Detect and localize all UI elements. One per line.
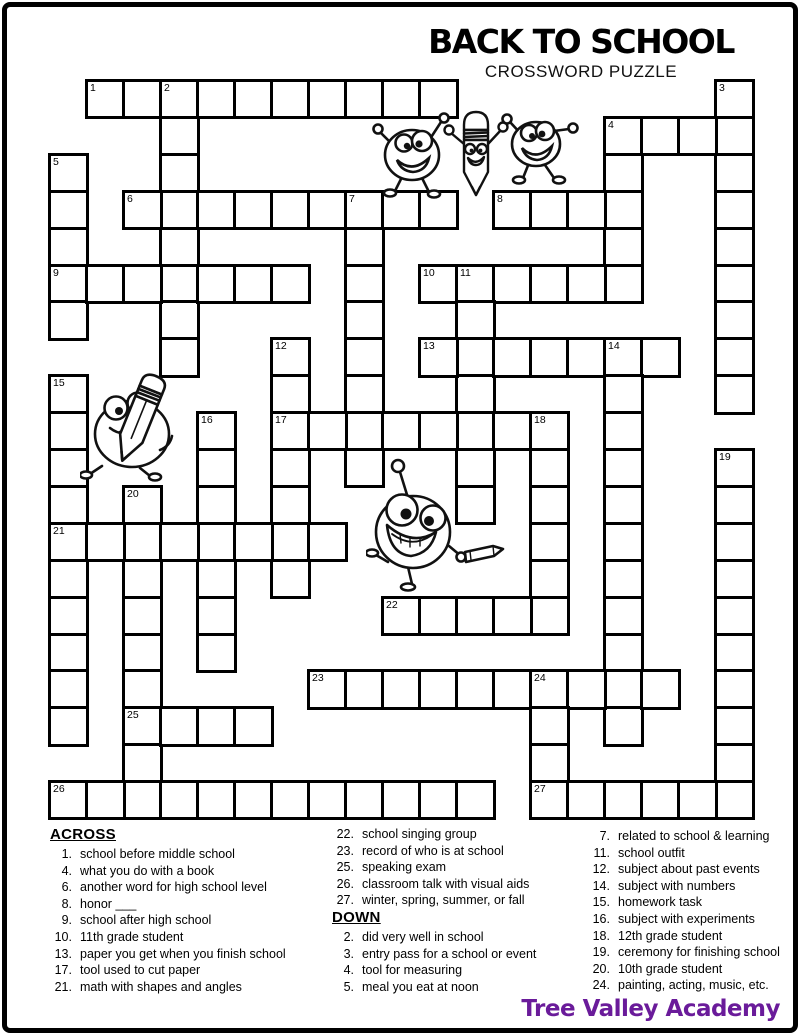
grid-cell[interactable]	[270, 780, 311, 820]
cell-number: 10	[423, 266, 435, 279]
clue-text: classroom talk with visual aids	[362, 876, 530, 891]
clue-item	[48, 896, 333, 913]
grid-cell[interactable]	[233, 706, 274, 746]
clue-number: 11.	[593, 845, 610, 860]
clue-text: tool used to cut paper	[80, 963, 201, 978]
grid-cell[interactable]	[48, 559, 89, 599]
grid-cell[interactable]	[196, 780, 237, 820]
clue-item	[586, 878, 792, 895]
grid-cell[interactable]	[344, 337, 385, 377]
grid-cell[interactable]	[196, 559, 237, 599]
cell-number: 2	[164, 82, 170, 94]
clue-text: winter, spring, summer, or fall	[362, 893, 525, 908]
clue-item	[586, 977, 792, 994]
grid-cell[interactable]	[529, 337, 570, 377]
grid-cell[interactable]	[344, 227, 385, 267]
grid-cell[interactable]	[196, 264, 237, 304]
cell-number: 27	[534, 783, 546, 796]
clue-text: school singing group	[362, 827, 477, 841]
grid-cell[interactable]	[418, 337, 459, 377]
grid-cell[interactable]	[307, 79, 348, 119]
clue-number: 20.	[592, 961, 610, 976]
clue-number: 22.	[336, 827, 354, 841]
cell-number: 12	[275, 340, 287, 353]
clue-item	[330, 946, 592, 963]
grid-cell[interactable]	[603, 411, 644, 451]
clue-number: 14.	[592, 878, 610, 893]
clue-number: 5.	[343, 979, 354, 994]
grid-cell[interactable]	[603, 780, 644, 820]
cell-number: 19	[719, 451, 731, 463]
grid-cell[interactable]	[381, 780, 422, 820]
clue-text: painting, acting, music, etc.	[618, 978, 769, 993]
cell-number: 11	[460, 266, 471, 279]
clue-item	[48, 846, 333, 863]
grid-cell[interactable]	[714, 522, 755, 562]
clue-number: 3.	[343, 946, 354, 961]
grid-cell[interactable]	[677, 780, 718, 820]
clue-item	[330, 962, 592, 979]
clue-item	[48, 946, 333, 963]
grid-cell[interactable]	[196, 190, 237, 230]
grid-cell[interactable]	[122, 706, 163, 746]
grid-cell[interactable]	[233, 264, 274, 304]
cell-number: 13	[423, 340, 435, 353]
grid-cell[interactable]	[714, 79, 755, 119]
grid-cell[interactable]	[48, 633, 89, 673]
grid-cell[interactable]	[714, 780, 755, 820]
grid-cell[interactable]	[529, 485, 570, 525]
grid-cell[interactable]	[603, 633, 644, 673]
clue-number: 10.	[54, 929, 72, 944]
grid-cell[interactable]	[344, 374, 385, 414]
cell-number: 5	[53, 155, 59, 168]
across-clue-list	[48, 846, 333, 995]
cell-number: 15	[53, 377, 65, 390]
grid-cell[interactable]	[640, 669, 681, 709]
cell-number: 20	[127, 487, 139, 500]
grid-cell[interactable]	[714, 485, 755, 525]
grid-cell[interactable]	[529, 411, 570, 451]
cell-number: 24	[534, 672, 546, 685]
grid-cell[interactable]	[418, 596, 459, 636]
grid-cell[interactable]	[603, 374, 644, 414]
grid-cell[interactable]	[455, 264, 496, 304]
clue-number: 17.	[54, 963, 72, 978]
grid-cell[interactable]	[566, 337, 607, 377]
grid-cell[interactable]	[307, 780, 348, 820]
grid-cell[interactable]	[196, 522, 237, 562]
grid-cell[interactable]	[159, 79, 200, 119]
clue-text: 11th grade student	[80, 929, 184, 944]
grid-cell[interactable]	[714, 706, 755, 746]
grid-cell[interactable]	[270, 264, 311, 304]
clue-text: meal you eat at noon	[362, 979, 479, 994]
clue-item	[48, 979, 333, 996]
clue-item	[586, 828, 792, 845]
grid-cell[interactable]	[85, 522, 126, 562]
clue-text: ceremony for finishing school	[618, 945, 780, 960]
grid-cell[interactable]	[603, 448, 644, 488]
grid-cell[interactable]	[603, 190, 644, 230]
clue-number: 6.	[61, 880, 72, 895]
clue-number: 23.	[336, 843, 354, 858]
grid-cell[interactable]	[270, 411, 311, 451]
grid-cell[interactable]	[714, 227, 755, 267]
grid-cell[interactable]	[714, 264, 755, 304]
grid-cell[interactable]	[603, 337, 644, 377]
grid-cell[interactable]	[714, 596, 755, 636]
grid-cell[interactable]	[381, 596, 422, 636]
cell-number: 3	[719, 82, 725, 94]
grid-cell[interactable]	[48, 190, 89, 230]
clue-item	[330, 826, 592, 843]
cell-number: 21	[53, 524, 65, 537]
grid-cell[interactable]	[455, 300, 496, 340]
grid-cell[interactable]	[603, 227, 644, 267]
clue-item	[330, 843, 592, 860]
grid-cell[interactable]	[381, 669, 422, 709]
grid-cell[interactable]	[122, 743, 163, 783]
clue-item	[330, 892, 592, 909]
grid-cell[interactable]	[307, 669, 348, 709]
grid-cell[interactable]	[122, 669, 163, 709]
clue-item	[48, 962, 333, 979]
clue-number: 18.	[592, 928, 610, 943]
grid-cell[interactable]	[529, 706, 570, 746]
clue-item	[48, 863, 333, 880]
clue-number: 2.	[343, 929, 354, 944]
clue-number: 21.	[54, 979, 72, 994]
grid-cell[interactable]	[714, 374, 755, 414]
grid-cell[interactable]	[233, 190, 274, 230]
clue-item	[330, 859, 592, 876]
grid-cell[interactable]	[270, 79, 311, 119]
clue-number: 25.	[336, 860, 354, 875]
clue-text: paper you get when you finish school	[80, 946, 286, 961]
grid-cell[interactable]	[418, 780, 459, 820]
grid-cell[interactable]	[455, 337, 496, 377]
grid-cell[interactable]	[122, 522, 163, 562]
grid-cell[interactable]	[48, 669, 89, 709]
clue-text: school before middle school	[80, 847, 235, 861]
clue-number: 7.	[599, 829, 610, 843]
clue-text: entry pass for a school or event	[362, 946, 537, 961]
clue-text: homework task	[618, 895, 703, 910]
clue-number: 27.	[336, 893, 354, 908]
clue-item	[586, 928, 792, 945]
grid-cell[interactable]	[455, 669, 496, 709]
grid-cell[interactable]	[196, 596, 237, 636]
grid-cell[interactable]	[714, 669, 755, 709]
grid-cell[interactable]	[714, 448, 755, 488]
grid-cell[interactable]	[159, 116, 200, 156]
clue-number: 4.	[343, 963, 354, 978]
clue-text: subject about past events	[618, 862, 760, 877]
grid-cell[interactable]	[566, 669, 607, 709]
site-brand: Tree Valley Academy	[521, 996, 780, 1022]
clue-column-2	[330, 826, 592, 995]
grid-cell[interactable]	[196, 79, 237, 119]
clue-number: 9.	[61, 913, 72, 928]
down-clue-list-continued	[586, 828, 792, 994]
clue-column-3	[586, 828, 792, 994]
grid-cell[interactable]	[566, 264, 607, 304]
grid-cell[interactable]	[85, 264, 126, 304]
cell-number: 23	[312, 672, 324, 685]
grid-cell[interactable]	[122, 780, 163, 820]
grid-cell[interactable]	[159, 227, 200, 267]
grid-cell[interactable]	[48, 780, 89, 820]
jumping-student-character-right	[498, 110, 586, 198]
clue-number: 16.	[592, 911, 610, 926]
grid-cell[interactable]	[48, 706, 89, 746]
down-header: DOWN	[332, 908, 381, 926]
cell-number: 18	[534, 414, 546, 427]
grid-cell[interactable]	[159, 190, 200, 230]
clue-text: did very well in school	[362, 929, 484, 944]
grid-cell[interactable]	[196, 706, 237, 746]
clue-text: related to school & learning	[618, 829, 770, 843]
cell-number: 26	[53, 783, 65, 796]
grid-cell[interactable]	[566, 780, 607, 820]
grid-cell[interactable]	[48, 153, 89, 193]
grid-cell[interactable]	[640, 116, 681, 156]
clue-item	[330, 929, 592, 946]
grid-cell[interactable]	[85, 780, 126, 820]
cell-number: 8	[497, 192, 503, 205]
grid-cell[interactable]	[159, 300, 200, 340]
clue-item	[586, 944, 792, 961]
cell-number: 22	[386, 598, 398, 611]
clue-number: 19.	[592, 945, 610, 960]
clue-text: subject with numbers	[618, 878, 736, 893]
grid-cell[interactable]	[714, 337, 755, 377]
grid-cell[interactable]	[196, 485, 237, 525]
grid-cell[interactable]	[492, 264, 533, 304]
clue-number: 12.	[592, 862, 610, 877]
grid-cell[interactable]	[714, 153, 755, 193]
clue-text: school outfit	[618, 845, 685, 860]
clue-item	[48, 929, 333, 946]
grid-cell[interactable]	[492, 411, 533, 451]
grid-cell[interactable]	[270, 485, 311, 525]
grid-cell[interactable]	[307, 522, 348, 562]
grid-cell[interactable]	[381, 411, 422, 451]
grid-cell[interactable]	[270, 559, 311, 599]
grid-cell[interactable]	[603, 596, 644, 636]
clue-number: 8.	[61, 896, 72, 911]
clue-text: math with shapes and angles	[80, 979, 242, 994]
cell-number: 17	[275, 414, 287, 427]
grid-cell[interactable]	[48, 596, 89, 636]
grid-cell[interactable]	[529, 596, 570, 636]
grid-cell[interactable]	[714, 116, 755, 156]
page-subtitle: CROSSWORD PUZZLE	[484, 61, 678, 81]
grid-cell[interactable]	[492, 669, 533, 709]
grid-cell[interactable]	[122, 264, 163, 304]
clue-number: 26.	[336, 876, 354, 891]
cell-number: 1	[90, 82, 96, 94]
grid-cell[interactable]	[122, 559, 163, 599]
clue-text: what you do with a book	[80, 863, 215, 878]
grid-cell[interactable]	[159, 153, 200, 193]
clue-item	[330, 876, 592, 893]
running-student-character	[366, 450, 514, 595]
grid-cell[interactable]	[640, 337, 681, 377]
clue-text: 10th grade student	[618, 961, 723, 976]
grid-cell[interactable]	[714, 633, 755, 673]
clue-number: 24.	[592, 978, 610, 993]
grid-cell[interactable]	[529, 669, 570, 709]
grid-cell[interactable]	[196, 633, 237, 673]
grid-cell[interactable]	[418, 411, 459, 451]
grid-cell[interactable]	[122, 79, 163, 119]
grid-cell[interactable]	[196, 448, 237, 488]
clue-text: honor ___	[80, 896, 137, 911]
clue-item	[330, 979, 592, 996]
grid-cell[interactable]	[529, 559, 570, 599]
grid-cell[interactable]	[529, 743, 570, 783]
cell-number: 16	[201, 414, 213, 427]
grid-cell[interactable]	[233, 522, 274, 562]
cell-number: 25	[127, 709, 139, 722]
grid-cell[interactable]	[344, 300, 385, 340]
grid-cell[interactable]	[418, 669, 459, 709]
grid-cell[interactable]	[677, 116, 718, 156]
grid-cell[interactable]	[640, 780, 681, 820]
grid-cell[interactable]	[603, 522, 644, 562]
grid-cell[interactable]	[714, 743, 755, 783]
grid-cell[interactable]	[48, 300, 89, 340]
clue-number: 4.	[61, 863, 72, 878]
clue-text: tool for measuring	[362, 963, 463, 978]
clue-item	[586, 845, 792, 862]
across-header: ACROSS	[50, 826, 116, 843]
clue-item	[586, 961, 792, 978]
grid-cell[interactable]	[529, 522, 570, 562]
grid-cell[interactable]	[603, 706, 644, 746]
clue-item	[48, 912, 333, 929]
grid-cell[interactable]	[714, 559, 755, 599]
clue-number: 15.	[592, 895, 610, 910]
grid-cell[interactable]	[233, 79, 274, 119]
grid-cell[interactable]	[344, 264, 385, 304]
grid-cell[interactable]	[344, 780, 385, 820]
grid-cell[interactable]	[233, 780, 274, 820]
grid-cell[interactable]	[48, 522, 89, 562]
grid-cell[interactable]	[85, 79, 126, 119]
grid-cell[interactable]	[492, 337, 533, 377]
cell-number: 6	[127, 192, 133, 205]
grid-cell[interactable]	[603, 264, 644, 304]
page-title: BACK TO SCHOOL	[428, 22, 734, 61]
grid-cell[interactable]	[270, 190, 311, 230]
grid-cell[interactable]	[270, 374, 311, 414]
grid-cell[interactable]	[48, 227, 89, 267]
grid-cell[interactable]	[492, 596, 533, 636]
grid-cell[interactable]	[603, 669, 644, 709]
clue-item	[586, 894, 792, 911]
clue-item	[586, 861, 792, 878]
clue-text: subject with experiments	[618, 911, 755, 926]
across-clue-list-continued	[330, 826, 592, 909]
clue-number: 13.	[54, 946, 72, 961]
grid-cell[interactable]	[122, 596, 163, 636]
grid-cell[interactable]	[603, 485, 644, 525]
clue-text: 12th grade student	[618, 928, 723, 943]
clue-item	[586, 911, 792, 928]
grid-cell[interactable]	[159, 780, 200, 820]
cell-number: 4	[608, 118, 614, 131]
down-clue-list	[330, 929, 592, 995]
cell-number: 9	[53, 266, 59, 279]
grid-cell[interactable]	[344, 411, 385, 451]
clue-text: speaking exam	[362, 860, 447, 875]
grid-cell[interactable]	[529, 780, 570, 820]
page-header	[424, 22, 738, 82]
grid-cell[interactable]	[270, 448, 311, 488]
clue-number: 1.	[61, 847, 72, 861]
grid-cell[interactable]	[159, 706, 200, 746]
grid-cell[interactable]	[196, 411, 237, 451]
grid-cell[interactable]	[307, 411, 348, 451]
grid-cell[interactable]	[270, 337, 311, 377]
grid-cell[interactable]	[603, 153, 644, 193]
grid-cell[interactable]	[159, 264, 200, 304]
grid-cell[interactable]	[418, 264, 459, 304]
grid-cell[interactable]	[344, 669, 385, 709]
grid-cell[interactable]	[455, 780, 496, 820]
grid-cell[interactable]	[270, 522, 311, 562]
grid-cell[interactable]	[48, 264, 89, 304]
grid-cell[interactable]	[603, 116, 644, 156]
grid-cell[interactable]	[455, 596, 496, 636]
grid-cell[interactable]	[529, 264, 570, 304]
grid-cell[interactable]	[529, 448, 570, 488]
grid-cell[interactable]	[714, 190, 755, 230]
grid-cell[interactable]	[122, 633, 163, 673]
grid-cell[interactable]	[455, 374, 496, 414]
grid-cell[interactable]	[714, 300, 755, 340]
writing-student-character	[80, 362, 195, 492]
clue-text: school after high school	[80, 913, 212, 928]
clue-text: record of who is at school	[362, 843, 504, 858]
grid-cell[interactable]	[307, 190, 348, 230]
grid-cell[interactable]	[122, 190, 163, 230]
grid-cell[interactable]	[159, 522, 200, 562]
cell-number: 7	[349, 192, 355, 205]
clue-text: another word for high school level	[80, 880, 267, 895]
grid-cell[interactable]	[603, 559, 644, 599]
cell-number: 14	[608, 340, 620, 353]
grid-cell[interactable]	[455, 411, 496, 451]
clue-item	[48, 879, 333, 896]
clue-column-1	[48, 826, 333, 995]
